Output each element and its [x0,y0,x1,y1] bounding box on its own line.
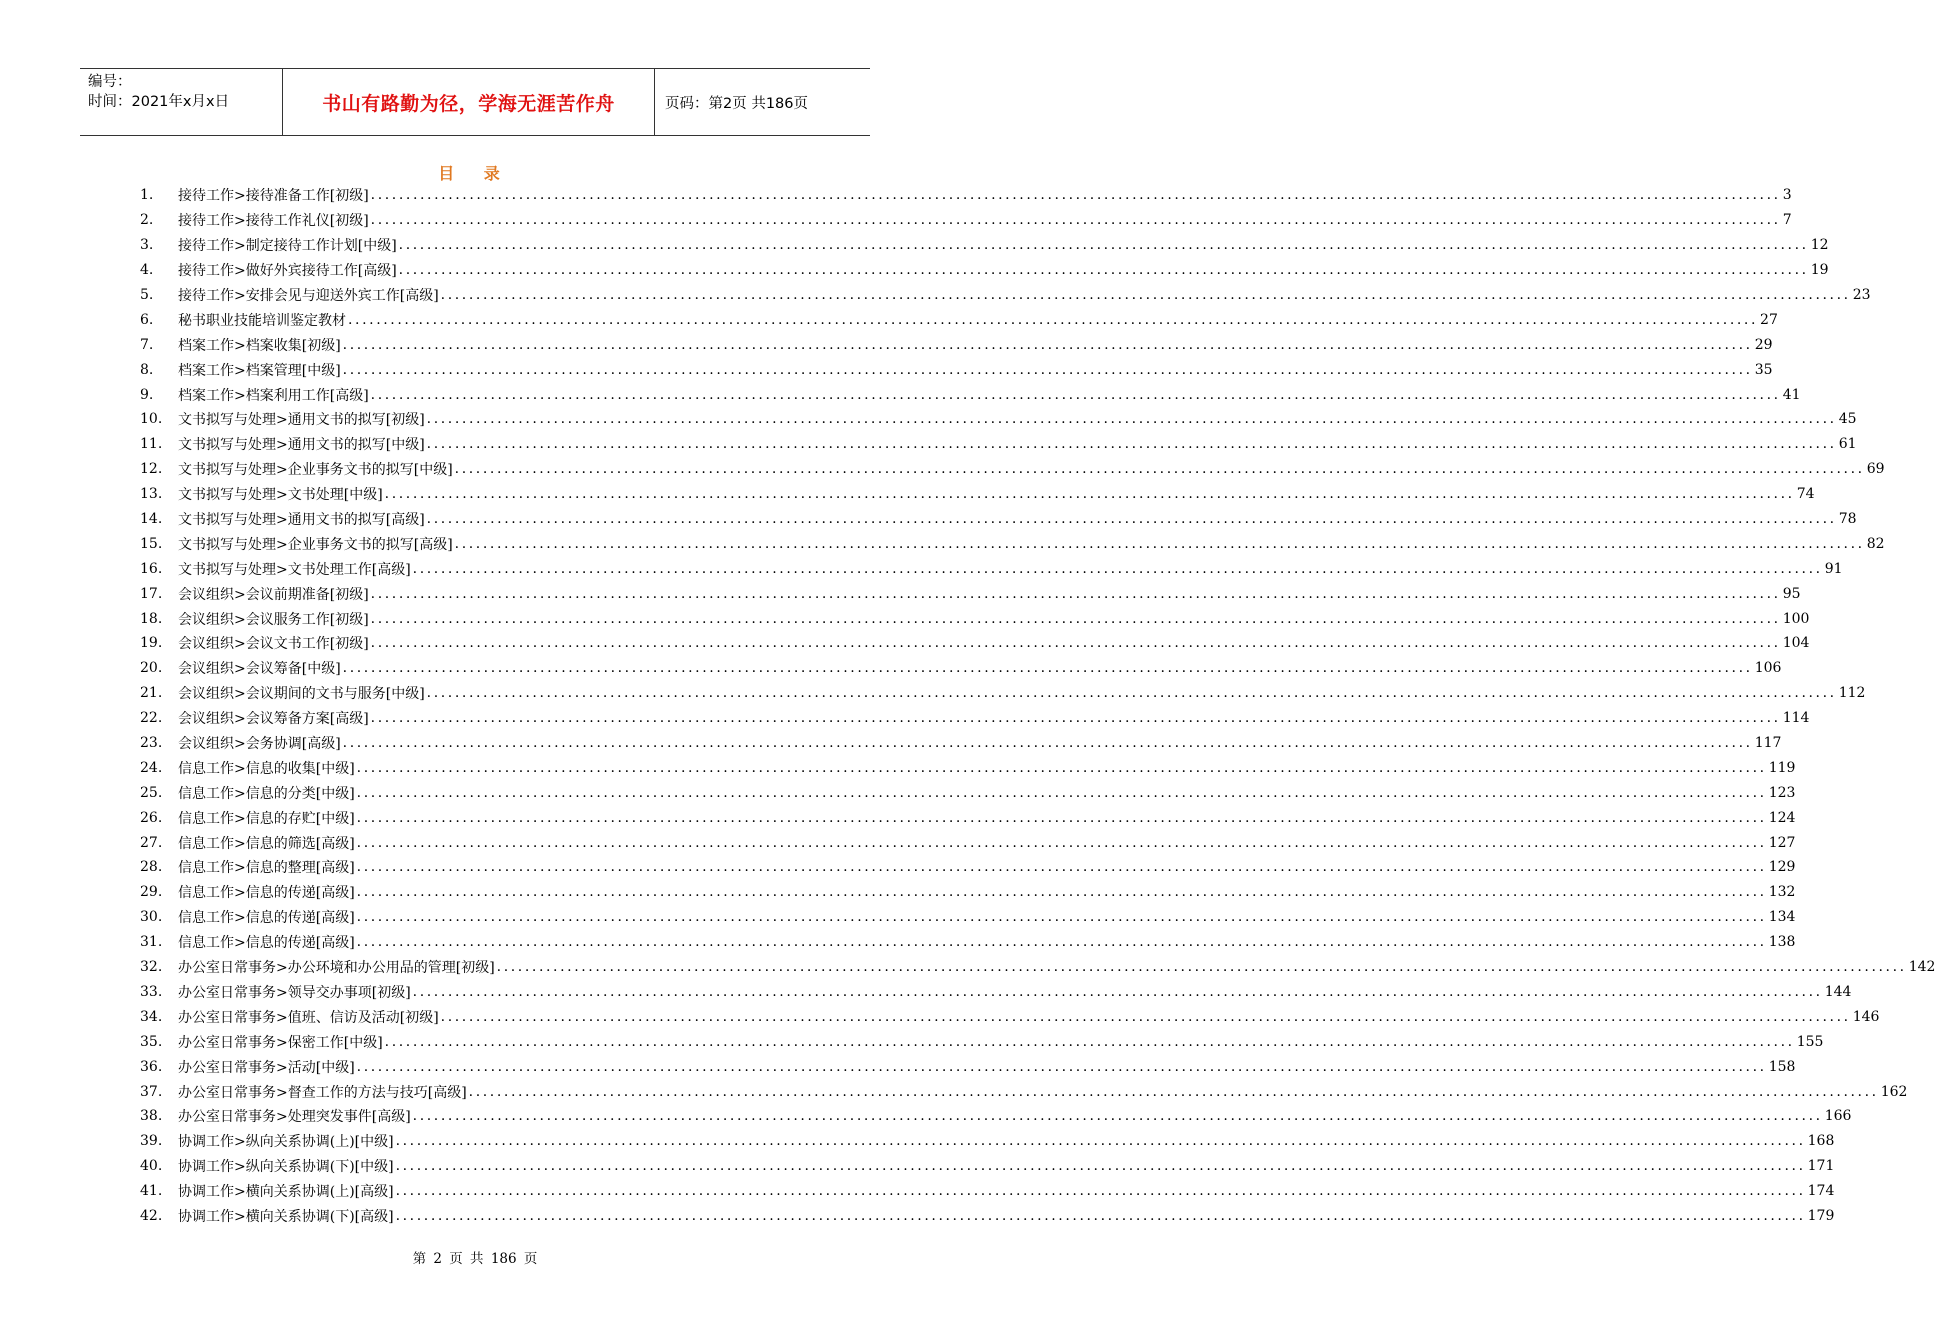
toc-leader-dots: ........................................................................................................................................................................................................ [342,336,1753,353]
toc-entry-page: 112 [1838,685,1866,702]
document-time: 时间：2021年x月x日 [88,94,230,110]
toc-entry-title: 会议组织>会议筹备[中级] [178,661,341,678]
toc-entry-page: 179 [1807,1207,1835,1224]
document-number-label: 编号： [88,74,132,90]
toc-entry-number: 21. [140,685,163,702]
toc-entry-number: 5. [140,287,154,303]
toc-entry[interactable] [140,1029,1824,1054]
toc-entry-title: 信息工作>信息的筛选[高级] [178,835,355,852]
toc-entry-number: 28. [140,859,163,876]
toc-entry-number: 27. [140,834,163,851]
toc-entry-title: 办公室日常事务>处理突发事件[高级] [178,1109,411,1126]
toc-entry-number: 7. [140,336,154,353]
toc-entry-page: 124 [1768,809,1796,826]
toc-entry-title: 档案工作>档案利用工作[高级] [178,387,369,404]
toc-entry[interactable] [140,1129,1835,1154]
page-header [80,68,870,136]
toc-entry-title: 文书拟写与处理>文书处理[中级] [178,487,383,504]
toc-entry-page: 162 [1880,1083,1908,1100]
toc-leader-dots: ........................................................................................................................................................................................................ [342,361,1753,378]
toc-entry[interactable] [140,233,1829,258]
toc-leader-dots: ........................................................................................................................................................................................................ [412,560,1823,577]
toc-leader-dots: ........................................................................................................................................................................................................ [454,535,1865,552]
toc-entry[interactable] [140,283,1871,308]
toc-entry-title: 信息工作>信息的分类[中级] [178,785,355,802]
toc-leader-dots: ........................................................................................................................................................................................................ [426,685,1837,702]
toc-entry-title: 会议组织>会议筹备方案[高级] [178,711,369,728]
toc-entry-title: 接待工作>接待工作礼仪[初级] [178,213,369,230]
toc-entry-page: 117 [1754,735,1782,752]
toc-entry[interactable] [140,208,1792,233]
toc-entry-title: 信息工作>信息的传递[高级] [178,885,355,902]
toc-entry-title: 办公室日常事务>值班、信访及活动[初级] [178,1009,439,1026]
toc-leader-dots: ........................................................................................................................................................................................................ [384,1033,1795,1050]
toc-entry-title: 文书拟写与处理>通用文书的拟写[初级] [178,412,425,429]
toc-entry-page: 27 [1760,311,1778,328]
toc-entry-title: 协调工作>横向关系协调(下)[高级] [178,1208,394,1225]
toc-leader-dots: ........................................................................................................................................................................................................ [440,1008,1851,1025]
toc-leader-dots: ........................................................................................................................................................................................................ [395,1207,1806,1224]
toc-entry[interactable] [140,656,1782,681]
toc-entry-number: 35. [140,1033,163,1050]
toc-leader-dots: ........................................................................................................................................................................................................ [440,287,1851,303]
toc-entry[interactable] [140,357,1773,382]
toc-entry[interactable] [140,556,1843,581]
toc-leader-dots: ........................................................................................................................................................................................................ [342,735,1753,752]
toc-entry-page: 41 [1782,386,1801,403]
toc-entry-number: 29. [140,884,163,901]
toc-entry[interactable] [140,581,1801,606]
page-footer: 第 2 页 共 186 页 [412,1251,538,1267]
toc-leader-dots: ........................................................................................................................................................................................................ [370,635,1781,652]
toc-entry-page: 142 [1908,959,1935,976]
toc-entry-page: 174 [1807,1183,1835,1200]
toc-entry[interactable] [140,830,1796,855]
toc-entry[interactable] [140,307,1778,332]
toc-entry-number: 15. [140,535,163,552]
toc-entry-number: 18. [140,610,163,627]
toc-leader-dots: ........................................................................................................................................................................................................ [370,610,1781,627]
toc-entry[interactable] [140,1179,1835,1204]
toc-entry-title: 秘书职业技能培训鉴定教材 [178,312,346,329]
toc-entry[interactable] [140,183,1792,208]
toc-entry-number: 31. [140,934,163,951]
toc-entry[interactable] [140,755,1796,780]
toc-entry-page: 3 [1782,187,1792,204]
toc-entry-title: 文书拟写与处理>通用文书的拟写[中级] [178,437,425,454]
toc-title: 目 录 [438,164,512,183]
toc-entry[interactable] [140,731,1782,756]
toc-entry[interactable] [140,880,1796,905]
toc-entry-number: 22. [140,710,163,727]
toc-entry[interactable] [140,930,1796,955]
toc-entry[interactable] [140,432,1857,457]
toc-entry[interactable] [140,407,1857,432]
toc-leader-dots: ........................................................................................................................................................................................................ [412,983,1823,1000]
toc-entry-title: 协调工作>纵向关系协调(下)[中级] [178,1159,394,1176]
toc-leader-dots: ........................................................................................................................................................................................................ [426,411,1837,428]
toc-entry[interactable] [140,1204,1835,1229]
toc-entry-page: 168 [1807,1133,1835,1150]
toc-entry-page: 114 [1782,710,1810,727]
header-motto: 书山有路勤为径，学海无涯苦作舟 [283,69,655,135]
toc-entry[interactable] [140,681,1866,706]
toc-entry-title: 文书拟写与处理>通用文书的拟写[高级] [178,512,425,529]
toc-leader-dots: ........................................................................................................................................................................................................ [370,710,1781,727]
toc-entry-title: 接待工作>安排会见与迎送外宾工作[高级] [178,288,439,304]
toc-entry-number: 39. [140,1133,163,1150]
toc-leader-dots: ........................................................................................................................................................................................................ [356,859,1767,876]
toc-entry-title: 信息工作>信息的整理[高级] [178,860,355,877]
header-page-info: 页码：第2页 共186页 [665,95,809,112]
toc-entry-page: 82 [1866,535,1885,552]
toc-entry[interactable] [140,706,1810,731]
toc-leader-dots: ........................................................................................................................................................................................................ [412,1108,1823,1125]
toc-entry-number: 13. [140,486,163,503]
toc-entry-number: 17. [140,585,163,602]
toc-entry[interactable] [140,1054,1796,1079]
toc-entry-title: 会议组织>会议期间的文书与服务[中级] [178,686,425,703]
toc-leader-dots: ........................................................................................................................................................................................................ [395,1133,1806,1150]
toc-entry-page: 155 [1796,1033,1824,1050]
toc-entry-number: 41. [140,1183,163,1200]
toc-entry-number: 42. [140,1207,163,1224]
toc-leader-dots: ........................................................................................................................................................................................................ [454,461,1865,478]
toc-entry[interactable] [140,1154,1835,1179]
toc-entry[interactable] [140,955,1935,980]
toc-entry[interactable] [140,382,1801,407]
toc-leader-dots: ........................................................................................................................................................................................................ [468,1083,1879,1100]
toc-leader-dots: ........................................................................................................................................................................................................ [356,834,1767,851]
toc-leader-dots: ........................................................................................................................................................................................................ [356,909,1767,926]
toc-leader-dots: ........................................................................................................................................................................................................ [395,1183,1806,1200]
toc-entry-number: 10. [140,411,163,428]
toc-entry-number: 11. [140,436,163,453]
toc-entry-page: 78 [1838,511,1857,528]
toc-entry-page: 12 [1810,237,1829,254]
toc-leader-dots: ........................................................................................................................................................................................................ [356,784,1767,801]
toc-entry[interactable] [140,332,1773,357]
toc-leader-dots: ........................................................................................................................................................................................................ [370,187,1781,204]
toc-entry[interactable] [140,805,1796,830]
toc-entry[interactable] [140,457,1885,482]
toc-leader-dots: ........................................................................................................................................................................................................ [426,511,1837,528]
toc-entry-number: 19. [140,635,163,652]
toc-entry[interactable] [140,1004,1880,1029]
toc-leader-dots: ........................................................................................................................................................................................................ [356,934,1767,951]
toc-entry-page: 123 [1768,784,1796,801]
toc-entry-page: 35 [1754,361,1773,378]
toc-entry-number: 34. [140,1008,163,1025]
toc-leader-dots: ........................................................................................................................................................................................................ [356,1058,1767,1075]
toc-entry-page: 104 [1782,635,1810,652]
toc-entry-number: 8. [140,361,154,378]
toc-entry-title: 信息工作>信息的传递[高级] [178,935,355,952]
toc-entry-page: 91 [1824,560,1843,577]
toc-entry-number: 40. [140,1158,163,1175]
toc-leader-dots: ........................................................................................................................................................................................................ [426,436,1837,453]
toc-entry-number: 32. [140,959,163,976]
toc-entry[interactable] [140,855,1796,880]
toc-leader-dots: ........................................................................................................................................................................................................ [356,809,1767,826]
toc-entry-number: 33. [140,983,163,1000]
toc-entry[interactable] [140,507,1857,532]
toc-entry[interactable] [140,258,1829,283]
toc-entry-number: 14. [140,511,163,528]
toc-entry[interactable] [140,905,1796,930]
toc-entry-number: 36. [140,1058,163,1075]
toc-entry-page: 166 [1824,1108,1852,1125]
toc-entry-page: 69 [1866,461,1885,478]
toc-entry-page: 61 [1838,436,1857,453]
toc-entry-page: 129 [1768,859,1796,876]
toc-entry-title: 办公室日常事务>督查工作的方法与技巧[高级] [178,1084,467,1101]
toc-leader-dots: ........................................................................................................................................................................................................ [398,262,1809,279]
toc-leader-dots: ........................................................................................................................................................................................................ [384,486,1795,503]
toc-entry-page: 7 [1782,212,1792,229]
toc-entry-title: 办公室日常事务>保密工作[中级] [178,1034,383,1051]
toc-entry[interactable] [140,606,1810,631]
toc-entry-number: 20. [140,660,163,677]
toc-entry[interactable] [140,980,1852,1005]
toc-entry[interactable] [140,780,1796,805]
toc-entry-page: 138 [1768,934,1796,951]
toc-entry-page: 95 [1782,585,1801,602]
toc-entry-number: 16. [140,560,163,577]
toc-entry-page: 146 [1852,1008,1880,1025]
toc-entry-title: 文书拟写与处理>企业事务文书的拟写[高级] [178,536,453,553]
toc-entry-title: 办公室日常事务>领导交办事项[初级] [178,984,411,1001]
toc-entry-page: 171 [1807,1158,1835,1175]
toc-entry-page: 132 [1768,884,1796,901]
toc-entry-number: 37. [140,1083,163,1100]
toc-entry-number: 23. [140,735,163,752]
toc-leader-dots: ........................................................................................................................................................................................................ [370,386,1781,403]
toc-leader-dots: ........................................................................................................................................................................................................ [342,660,1753,677]
toc-entry-title: 文书拟写与处理>文书处理工作[高级] [178,561,411,578]
toc-entry-title: 接待工作>制定接待工作计划[中级] [178,238,397,255]
toc-entry-page: 23 [1852,287,1871,303]
toc-entry-page: 19 [1810,262,1829,279]
toc-entry-page: 100 [1782,610,1810,627]
toc-entry-page: 106 [1754,660,1782,677]
toc-entry-page: 158 [1768,1058,1796,1075]
toc-entry-page: 144 [1824,983,1852,1000]
table-of-contents [140,183,1935,1228]
toc-entry-title: 信息工作>信息的存贮[中级] [178,810,355,827]
toc-entry-title: 办公室日常事务>活动[中级] [178,1059,355,1076]
toc-entry-title: 协调工作>纵向关系协调(上)[中级] [178,1134,394,1151]
toc-entry[interactable] [140,1104,1852,1129]
toc-leader-dots: ........................................................................................................................................................................................................ [496,959,1907,976]
toc-entry-number: 24. [140,759,163,776]
toc-entry-title: 会议组织>会务协调[高级] [178,736,341,753]
toc-entry-number: 2. [140,212,154,229]
toc-entry[interactable] [140,482,1815,507]
toc-entry-title: 文书拟写与处理>企业事务文书的拟写[中级] [178,462,453,479]
toc-entry-page: 119 [1768,759,1796,776]
toc-entry-number: 25. [140,784,163,801]
toc-entry-page: 29 [1754,336,1773,353]
toc-leader-dots: ........................................................................................................................................................................................................ [398,237,1809,254]
toc-entry-title: 接待工作>做好外宾接待工作[高级] [178,263,397,280]
toc-entry-title: 协调工作>横向关系协调(上)[高级] [178,1184,394,1201]
toc-entry-number: 1. [140,187,154,204]
toc-entry-title: 信息工作>信息的传递[高级] [178,910,355,927]
toc-entry-page: 74 [1796,486,1815,503]
toc-entry-number: 6. [140,311,154,328]
toc-leader-dots: ........................................................................................................................................................................................................ [395,1158,1806,1175]
toc-entry[interactable] [140,1079,1908,1104]
toc-entry-title: 会议组织>会议文书工作[初级] [178,636,369,653]
toc-entry-number: 9. [140,386,154,403]
toc-entry-title: 会议组织>会议前期准备[初级] [178,586,369,603]
toc-entry-title: 档案工作>档案管理[中级] [178,362,341,379]
toc-entry-number: 12. [140,461,163,478]
toc-entry-page: 45 [1838,411,1857,428]
toc-entry-number: 4. [140,262,154,279]
toc-entry-title: 办公室日常事务>办公环境和办公用品的管理[初级] [178,960,495,977]
toc-entry-page: 134 [1768,909,1796,926]
toc-leader-dots: ........................................................................................................................................................................................................ [370,585,1781,602]
toc-entry-title: 档案工作>档案收集[初级] [178,337,341,354]
toc-entry-number: 30. [140,909,163,926]
toc-leader-dots: ........................................................................................................................................................................................................ [356,884,1767,901]
toc-entry-title: 会议组织>会议服务工作[初级] [178,611,369,628]
toc-entry-page: 127 [1768,834,1796,851]
toc-entry-number: 3. [140,237,154,254]
header-meta [80,69,283,135]
toc-entry-title: 接待工作>接待准备工作[初级] [178,188,369,205]
toc-entry-number: 38. [140,1108,163,1125]
toc-leader-dots: ........................................................................................................................................................................................................ [348,311,1759,328]
toc-entry[interactable] [140,631,1810,656]
toc-leader-dots: ........................................................................................................................................................................................................ [370,212,1781,229]
toc-entry[interactable] [140,531,1885,556]
toc-leader-dots: ........................................................................................................................................................................................................ [356,759,1767,776]
toc-entry-number: 26. [140,809,163,826]
toc-entry-title: 信息工作>信息的收集[中级] [178,760,355,777]
